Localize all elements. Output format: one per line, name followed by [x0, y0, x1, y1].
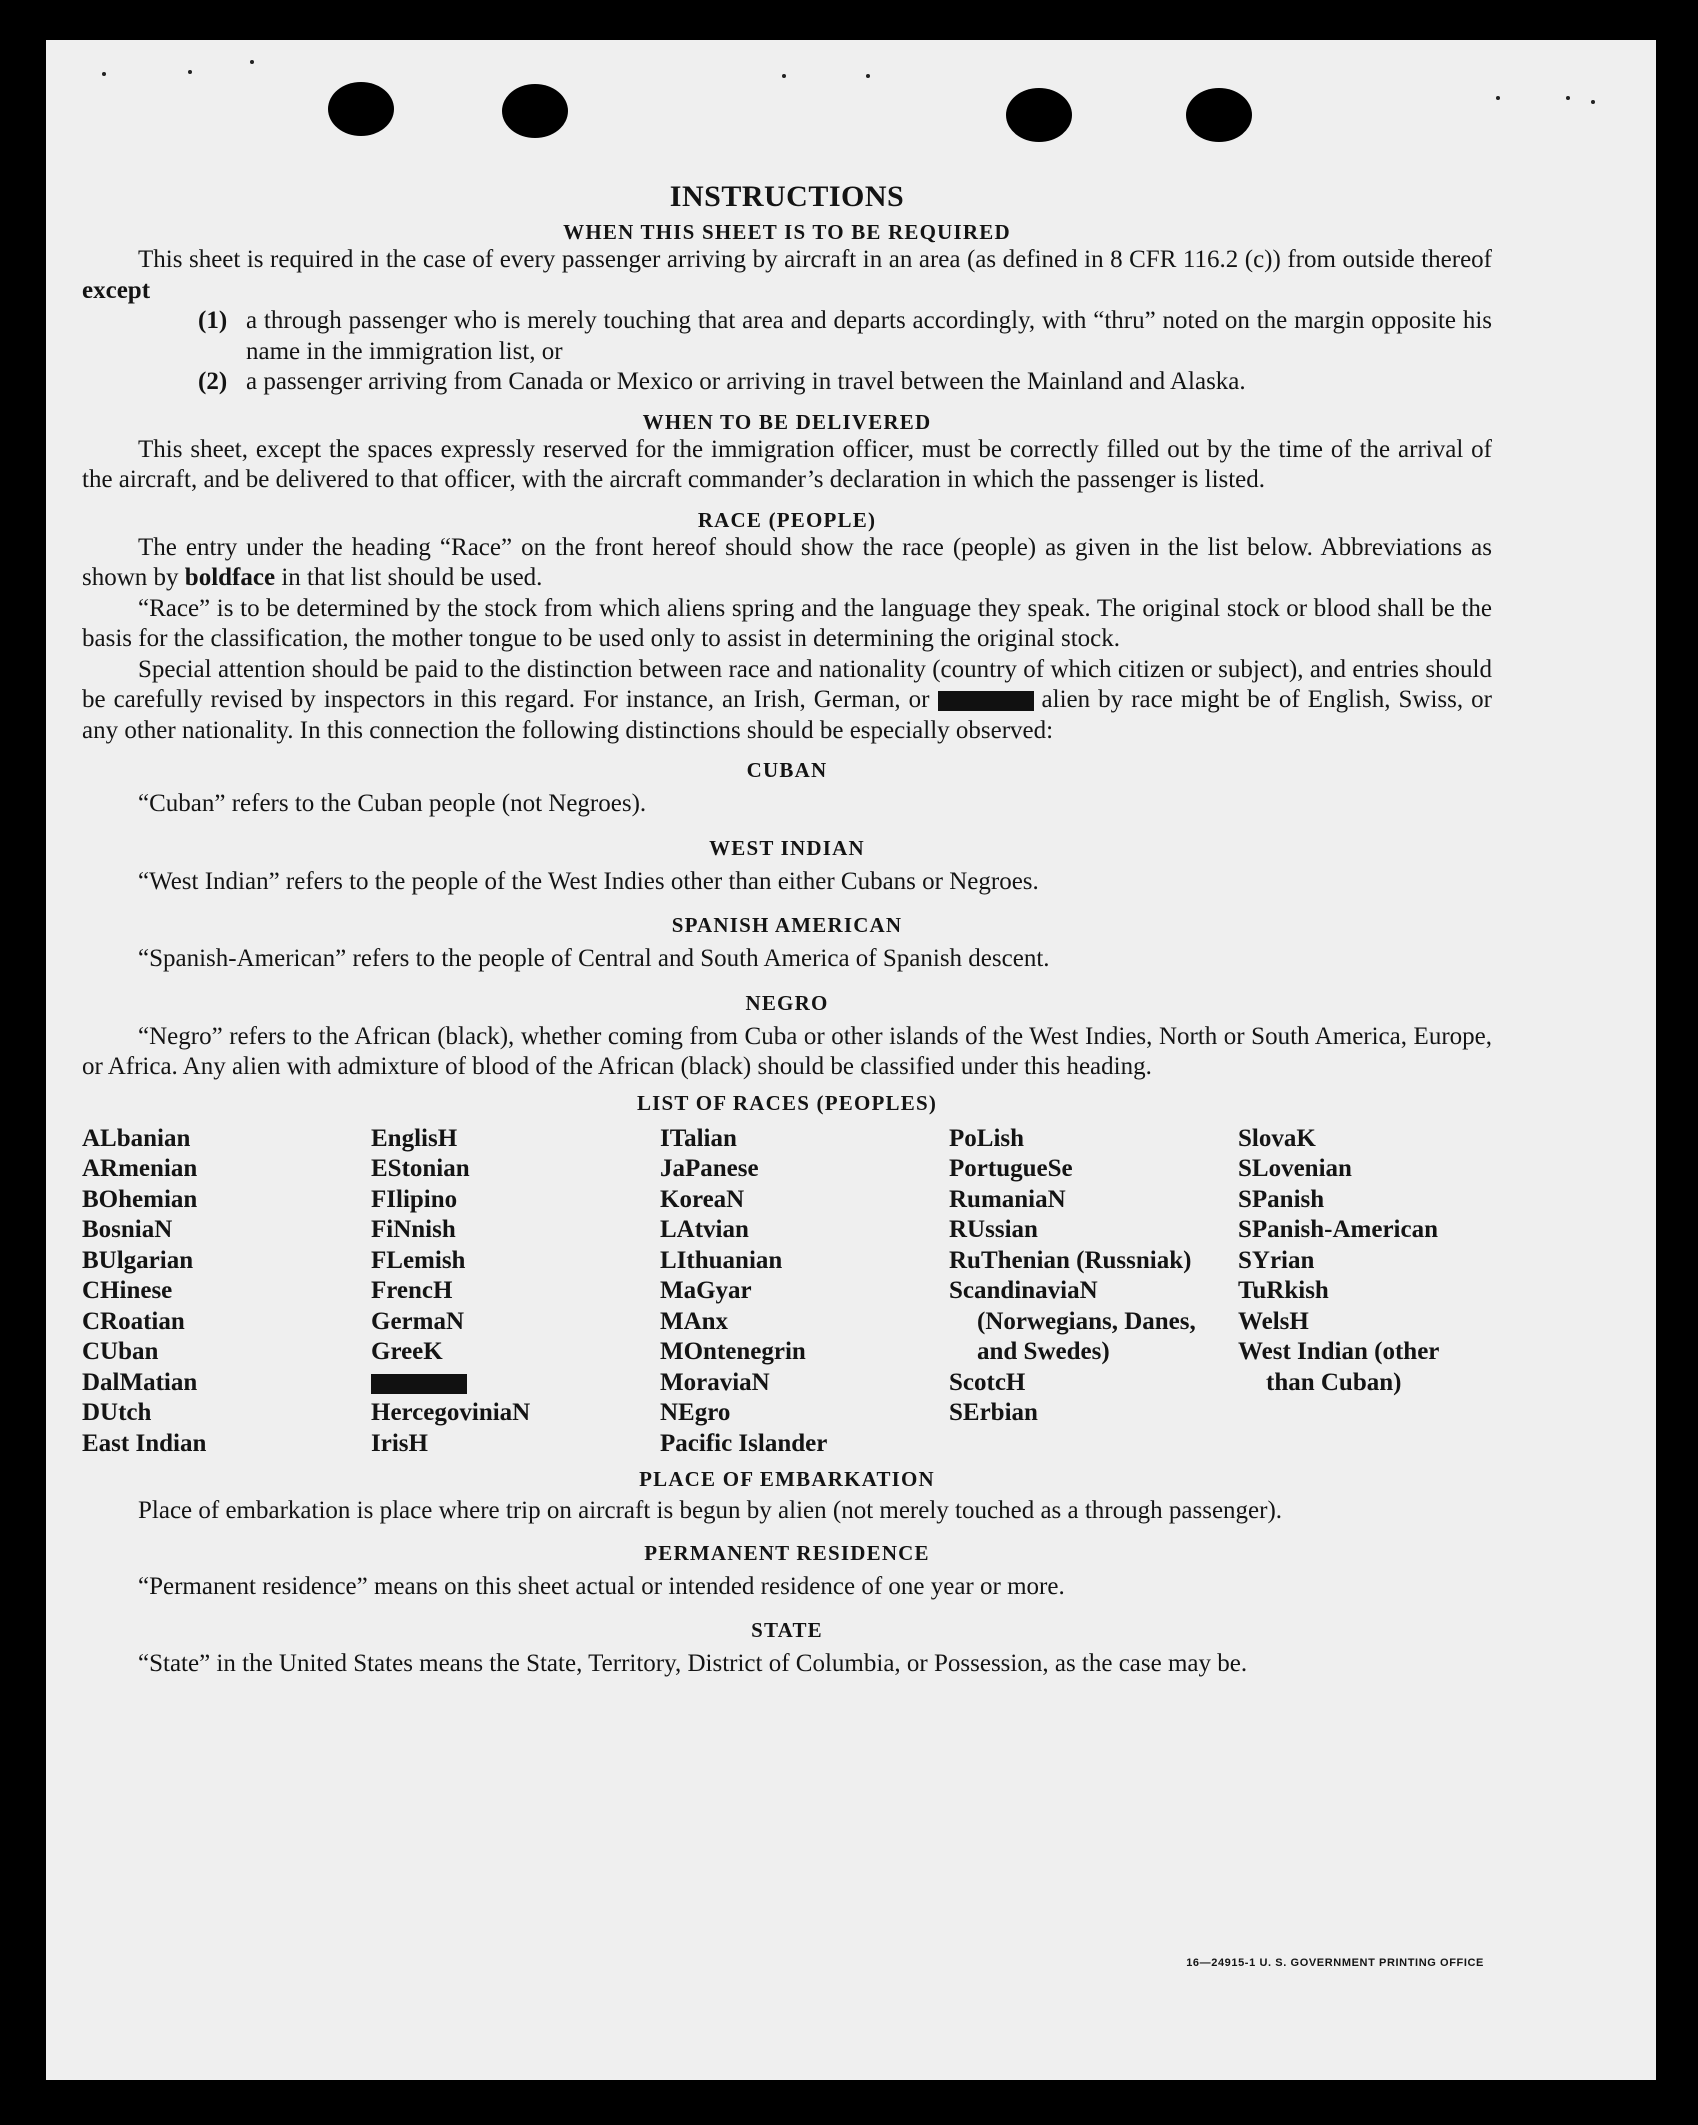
race-item: RuThenian (Russniak) — [949, 1246, 1192, 1274]
race-item: NEgro — [660, 1399, 731, 1426]
heading-race: RACE (PEOPLE) — [697, 507, 877, 532]
instructions-content — [82, 180, 1492, 1680]
punch-hole — [502, 84, 568, 138]
speck — [1566, 96, 1570, 100]
heading-permanent-residence: PERMANENT RESIDENCE — [644, 1540, 930, 1565]
race-item: ALbanian — [82, 1124, 191, 1152]
race-item: HercegoviniaN — [371, 1399, 531, 1426]
condition-1-text: a through passenger who is merely touching that area and departs accordingly, with “thru” noted on the margin opposite his name in the immigration list, or — [246, 307, 1492, 365]
race-item: FrencH — [371, 1277, 453, 1304]
race-item: JaPanese — [660, 1155, 759, 1182]
race-item: DalMatian — [82, 1368, 198, 1396]
printing-office-code: 16—24915-1 U. S. GOVERNMENT PRINTING OFFICE — [1186, 1957, 1484, 1969]
race-item: IrisH — [371, 1429, 428, 1457]
heading-state: STATE — [751, 1618, 823, 1642]
heading-list-of-races: LIST OF RACES (PEOPLES) — [636, 1090, 938, 1115]
race-paragraph-3: Special attention should be paid to the distinction between race and nationality (country of which citizen or subject), and entries should be carefully revised by inspectors in this regard. For instance, an Irish, German, or alien by race might be of English, Swiss, or any other nationality. In this connection the following distinctions should be especially observed: — [82, 655, 1492, 744]
embarkation-text: Place of embarkation is place where trip on aircraft is begun by alien (not merely touched as a through passenger). — [138, 1497, 1283, 1524]
speck — [250, 60, 254, 64]
race-item: BosniaN — [82, 1216, 173, 1243]
race-item: ITalian — [660, 1124, 737, 1152]
race-item: FLemish — [371, 1246, 466, 1274]
condition-1-number: (1) — [198, 307, 228, 334]
heading-west-indian: WEST INDIAN — [709, 835, 865, 860]
race-item: ScotcH — [949, 1368, 1026, 1396]
race-item: SLovenian — [1238, 1155, 1352, 1182]
condition-1 — [198, 306, 1492, 367]
race-item: CUban — [82, 1338, 159, 1365]
redaction-mark — [371, 1374, 467, 1394]
race-item: Pacific Islander — [660, 1429, 828, 1457]
race-item: BUlgarian — [82, 1246, 194, 1274]
state-text: “State” in the United States means the State, Territory, District of Columbia, or Possession, as the case may be. — [138, 1650, 1248, 1677]
form-sheet — [46, 40, 1656, 2080]
race-item: MaGyar — [660, 1277, 752, 1304]
race-item: WelsH — [1238, 1307, 1309, 1335]
race-item: MAnx — [660, 1307, 729, 1335]
races-column-1 — [82, 1124, 371, 1460]
race-item: GreeK — [371, 1338, 443, 1365]
heading-when-required: WHEN THIS SHEET IS TO BE REQUIRED — [563, 220, 1011, 244]
redaction-mark — [938, 691, 1034, 711]
page-title: INSTRUCTIONS — [669, 180, 905, 213]
race-item: GermaN — [371, 1307, 465, 1335]
race-item: West Indian (other than Cuban) — [1238, 1338, 1439, 1396]
race-item: SlovaK — [1238, 1124, 1316, 1152]
race-item: DUtch — [82, 1399, 152, 1426]
races-column-2 — [371, 1124, 660, 1460]
delivered-text: This sheet, except the spaces expressly reserved for the immigration officer, must be correctly filled out by the time of the arrival of the aircraft, and be delivered to that officer, with the aircraft commander’s declaration in which the passenger is listed. — [82, 435, 1492, 493]
punch-hole — [1006, 88, 1072, 142]
race-item: RUssian — [949, 1216, 1038, 1243]
race-item: CHinese — [82, 1277, 173, 1304]
race-item: BOhemian — [82, 1185, 198, 1213]
race-item: EnglisH — [371, 1124, 458, 1152]
race-item: KoreaN — [660, 1185, 745, 1213]
race-item: PoLish — [949, 1124, 1025, 1152]
race-item: SPanish — [1238, 1185, 1325, 1213]
heading-spanish-american: SPANISH AMERICAN — [671, 913, 903, 937]
speck — [782, 74, 786, 78]
punch-hole — [1186, 88, 1252, 142]
race-item-redacted — [371, 1368, 660, 1399]
race-item: PortugueSe — [949, 1155, 1073, 1182]
race-item: MoraviaN — [660, 1368, 770, 1396]
race-item: SPanish-American — [1238, 1216, 1438, 1243]
races-column-4 — [949, 1124, 1238, 1460]
speck — [188, 70, 192, 74]
speck — [1496, 96, 1500, 100]
race-item: TuRkish — [1238, 1277, 1329, 1304]
condition-2 — [198, 367, 1492, 398]
condition-2-text: a passenger arriving from Canada or Mexico or arriving in travel between the Mainland and Alaska. — [246, 368, 1246, 395]
race-item: EStonian — [371, 1155, 470, 1182]
speck — [866, 74, 870, 78]
race-paragraph-1: The entry under the heading “Race” on the front hereof should show the race (people) as given in the list below. Abbreviations as shown by boldface in that list should be used. — [82, 533, 1492, 591]
race-paragraph-2: “Race” is to be determined by the stock from which aliens spring and the language they speak. The original stock or blood shall be the basis for the classification, the mother tongue to be used only to assist in determining the original stock. — [82, 594, 1492, 652]
race-item: CRoatian — [82, 1307, 185, 1335]
cuban-text: “Cuban” refers to the Cuban people (not Negroes). — [138, 790, 647, 817]
heading-cuban: CUBAN — [746, 758, 828, 782]
spanish-american-text: “Spanish-American” refers to the people of Central and South America of Spanish descent. — [138, 945, 1050, 972]
punch-hole — [328, 82, 394, 136]
race-item: FIlipino — [371, 1185, 458, 1213]
negro-text: “Negro” refers to the African (black), whether coming from Cuba or other islands of the West Indies, North or South America, Europe, or Africa. Any alien with admixture of blood of the African (black) should be classified under this heading. — [82, 1022, 1492, 1080]
races-column-3 — [660, 1124, 949, 1460]
races-column-5 — [1238, 1124, 1492, 1460]
heading-place-of-embarkation: PLACE OF EMBARKATION — [639, 1467, 935, 1491]
race-item: ScandinaviaN (Norwegians, Danes, and Swedes) — [949, 1277, 1196, 1365]
races-list — [82, 1124, 1492, 1460]
residence-text: “Permanent residence” means on this sheet actual or intended residence of one year or more. — [138, 1572, 1065, 1600]
west-indian-text: “West Indian” refers to the people of the West Indies other than either Cubans or Negroes. — [138, 867, 1039, 895]
speck — [102, 72, 106, 76]
race-item: SYrian — [1238, 1246, 1315, 1274]
race-item: LAtvian — [660, 1216, 749, 1243]
race-item: SErbian — [949, 1399, 1038, 1426]
race-item: LIthuanian — [660, 1246, 783, 1274]
race-item: FiNnish — [371, 1216, 456, 1243]
heading-negro: NEGRO — [745, 990, 829, 1015]
race-item: MOntenegrin — [660, 1338, 806, 1365]
speck — [1591, 100, 1595, 104]
heading-when-delivered: WHEN TO BE DELIVERED — [642, 409, 932, 434]
race-item: RumaniaN — [949, 1185, 1066, 1213]
condition-2-number: (2) — [198, 368, 228, 395]
race-item: ARmenian — [82, 1155, 198, 1182]
race-item: East Indian — [82, 1429, 207, 1457]
required-intro: This sheet is required in the case of every passenger arriving by aircraft in an area (as defined in 8 CFR 116.2 (c)) from outside thereof except — [82, 246, 1492, 304]
